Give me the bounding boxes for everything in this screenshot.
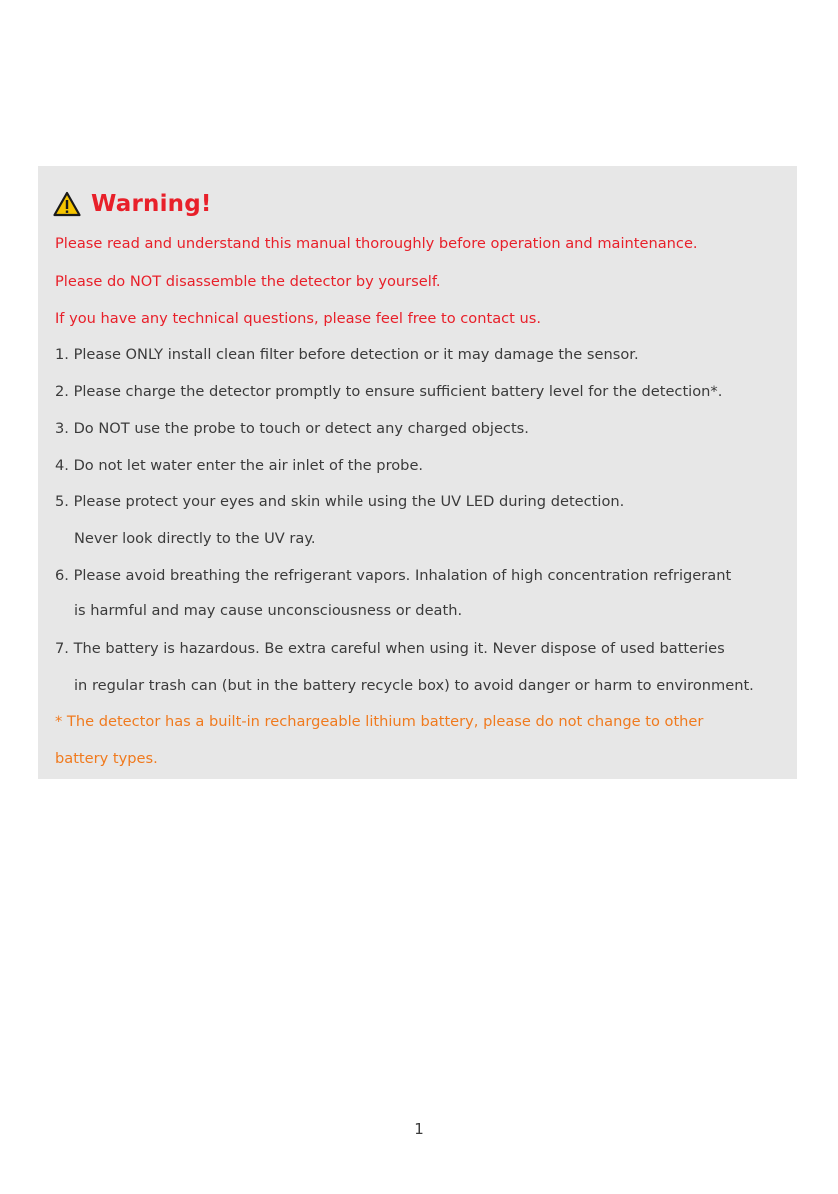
intro-line-2: Please do NOT disassemble the detector by yourself. [55, 273, 441, 290]
list-item: 5. Please protect your eyes and skin while using the UV LED during detection. [55, 493, 625, 510]
list-item-continuation: in regular trash can (but in the battery recycle box) to avoid danger or harm to environment. [74, 677, 754, 694]
page-number: 1 [414, 1120, 424, 1138]
list-item-continuation: is harmful and may cause unconsciousness or death. [74, 602, 463, 619]
warning-header [53, 186, 212, 222]
intro-line-1: Please read and understand this manual thoroughly before operation and maintenance. [55, 235, 698, 252]
warning-triangle-icon [53, 191, 81, 217]
footnote-line-1: * The detector has a built-in rechargeable lithium battery, please do not change to other [55, 713, 704, 730]
warning-title: Warning! [91, 191, 212, 217]
intro-line-3: If you have any technical questions, please feel free to contact us. [55, 310, 542, 327]
footnote-line-2: battery types. [55, 750, 158, 767]
list-item-continuation: Never look directly to the UV ray. [74, 530, 316, 547]
list-item: 4. Do not let water enter the air inlet of the probe. [55, 457, 424, 474]
list-item: 2. Please charge the detector promptly to ensure sufficient battery level for the detection*. [55, 383, 723, 400]
list-item: 3. Do NOT use the probe to touch or detect any charged objects. [55, 420, 529, 437]
list-item: 7. The battery is hazardous. Be extra careful when using it. Never dispose of used batteries [55, 640, 725, 657]
list-item: 6. Please avoid breathing the refrigerant vapors. Inhalation of high concentration refrigerant [55, 567, 732, 584]
list-item: 1. Please ONLY install clean filter before detection or it may damage the sensor. [55, 346, 639, 363]
